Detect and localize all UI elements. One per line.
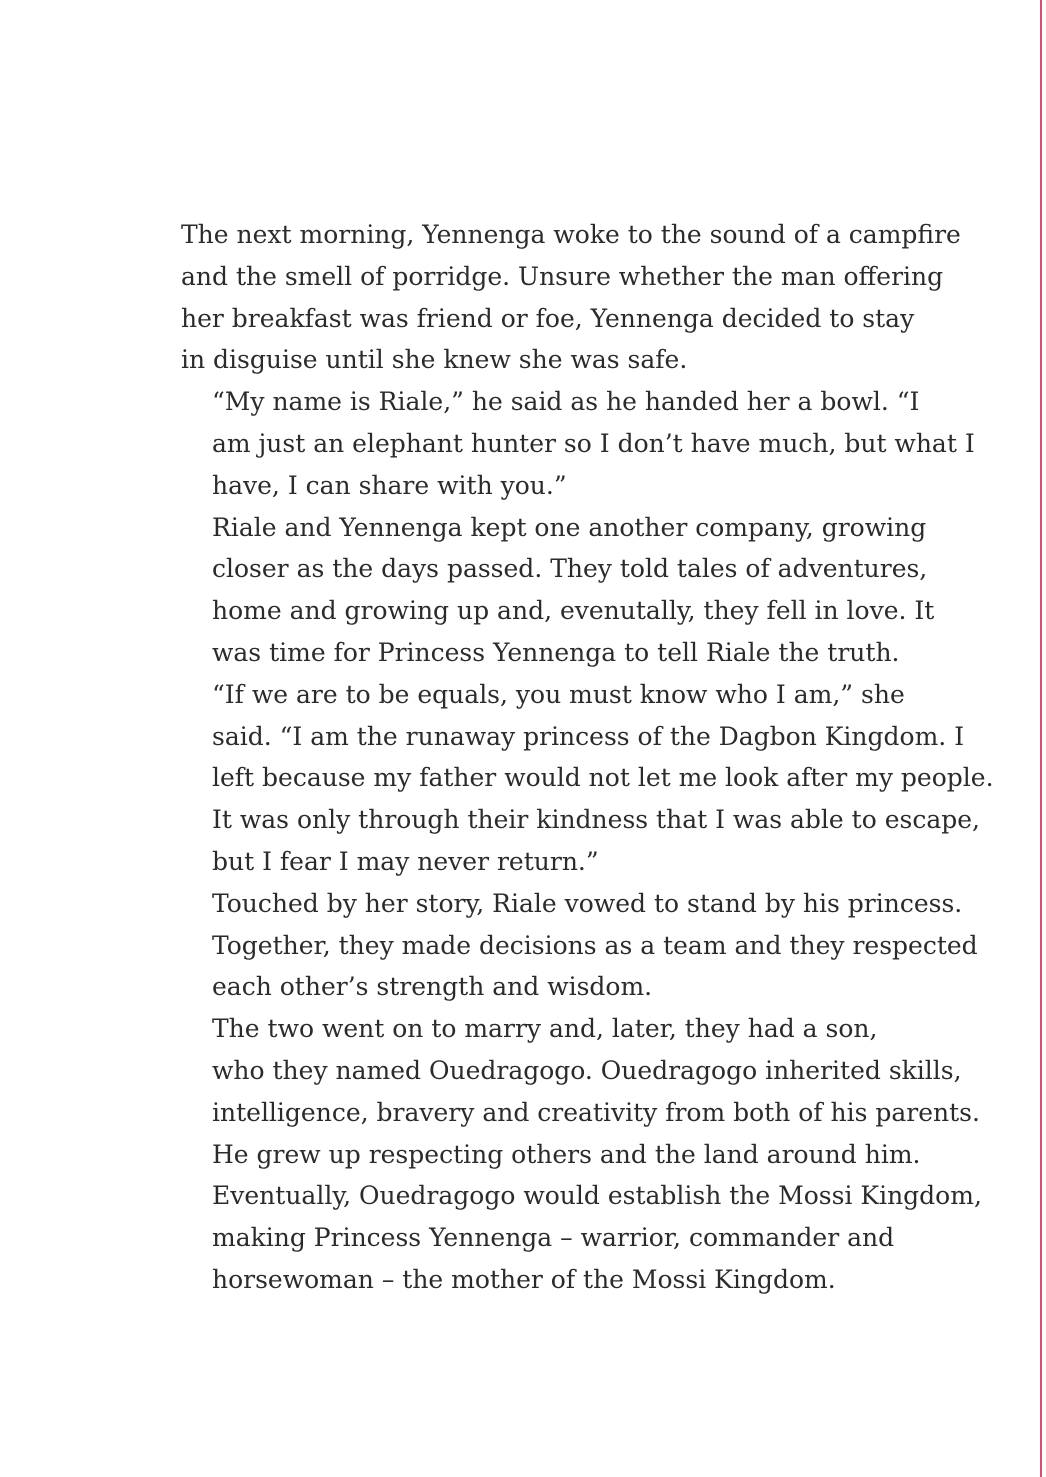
- text-line: horsewoman – the mother of the Mossi Kingdom.: [212, 1264, 836, 1294]
- text-line: each other’s strength and wisdom.: [212, 972, 653, 1002]
- text-line: intelligence, bravery and creativity from both of his parents.: [212, 1097, 980, 1127]
- text-line: in disguise until she knew she was safe.: [181, 345, 688, 375]
- paragraph: [181, 381, 975, 506]
- paragraph: [181, 674, 994, 883]
- paragraph: [181, 1008, 982, 1301]
- text-line: am just an elephant hunter so I don’t have much, but what I: [212, 428, 975, 458]
- text-line: The two went on to marry and, later, they had a son,: [212, 1014, 878, 1044]
- text-line: left because my father would not let me look after my people.: [212, 763, 994, 793]
- text-line: “If we are to be equals, you must know who I am,” she: [212, 679, 905, 709]
- paragraph: [181, 883, 978, 1008]
- story-text: [181, 214, 994, 1301]
- text-line: Touched by her story, Riale vowed to stand by his princess.: [212, 888, 963, 918]
- text-line: making Princess Yennenga – warrior, commander and: [212, 1223, 895, 1253]
- text-line: who they named Ouedragogo. Ouedragogo inherited skills,: [212, 1055, 962, 1085]
- text-line: closer as the days passed. They told tales of adventures,: [212, 554, 928, 584]
- text-line: Riale and Yennenga kept one another company, growing: [212, 512, 927, 542]
- text-line: He grew up respecting others and the land around him.: [212, 1139, 921, 1169]
- paragraph: [181, 507, 935, 674]
- text-line: was time for Princess Yennenga to tell Riale the truth.: [212, 637, 900, 667]
- text-line: “My name is Riale,” he said as he handed her a bowl. “I: [212, 387, 920, 417]
- text-line: said. “I am the runaway princess of the Dagbon Kingdom. I: [212, 721, 965, 751]
- text-line: The next morning, Yennenga woke to the sound of a campfire: [181, 220, 961, 249]
- text-line: It was only through their kindness that I was able to escape,: [212, 805, 980, 835]
- text-line: but I fear I may never return.”: [212, 846, 599, 876]
- text-line: and the smell of porridge. Unsure whether the man offering: [181, 261, 944, 291]
- text-line: Together, they made decisions as a team and they respected: [212, 930, 978, 960]
- text-line: have, I can share with you.”: [212, 470, 567, 500]
- text-line: home and growing up and, evenutally, they fell in love. It: [212, 596, 935, 626]
- text-line: her breakfast was friend or foe, Yennenga decided to stay: [181, 303, 915, 333]
- text-line: Eventually, Ouedragogo would establish the Mossi Kingdom,: [212, 1181, 982, 1211]
- paragraph: [181, 214, 961, 381]
- page-edge-line: [1040, 0, 1042, 1477]
